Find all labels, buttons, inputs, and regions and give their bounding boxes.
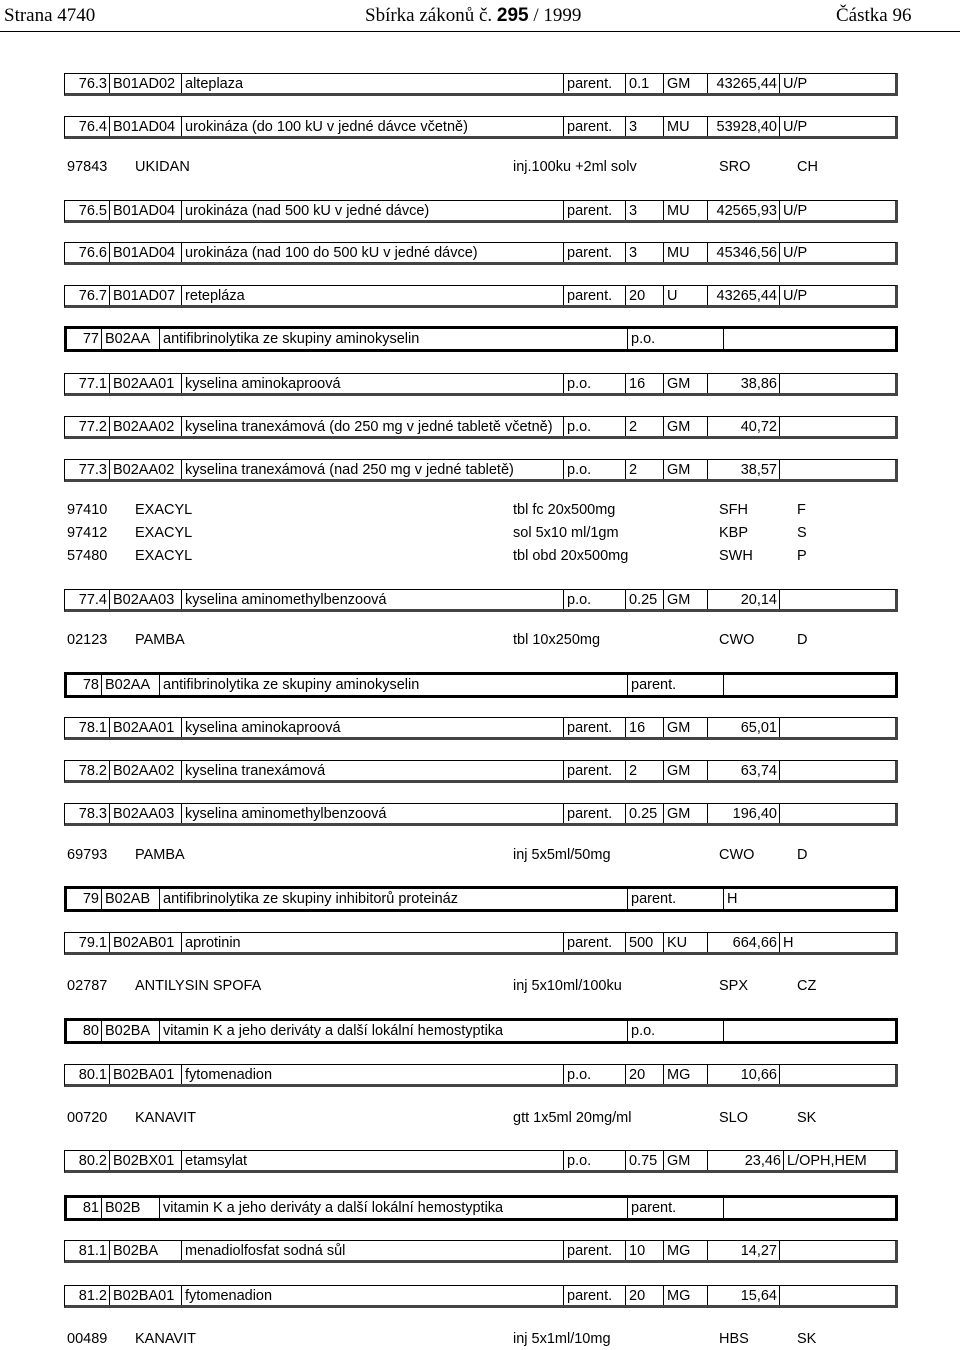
group-name: antifibrinolytika ze skupiny aminokyselin	[159, 329, 627, 349]
route: p.o.	[563, 417, 625, 436]
item-row	[64, 73, 898, 96]
note	[779, 374, 869, 393]
code: 76.6	[78, 245, 107, 261]
route: parent.	[563, 804, 625, 823]
product-row	[67, 523, 897, 543]
unit: GM	[663, 460, 707, 479]
holder: CWO	[719, 632, 755, 648]
price: 65,01	[707, 718, 779, 737]
unit: GM	[663, 374, 707, 393]
price: 53928,40	[707, 117, 779, 136]
note	[779, 804, 869, 823]
unit: MG	[663, 1286, 707, 1305]
price: 45346,56	[707, 243, 779, 262]
group-row	[64, 886, 898, 912]
atc: B02AA03	[109, 804, 181, 823]
group-note	[723, 1198, 898, 1218]
code: 76.3	[78, 76, 107, 92]
name: kyselina tranexámová (do 250 mg v jedné tabletě včetně)	[181, 417, 563, 436]
group-name: antifibrinolytika ze skupiny inhibitorů proteináz	[159, 889, 627, 909]
name: kyselina aminokaproová	[181, 718, 563, 737]
price: 42565,93	[707, 201, 779, 220]
holder: SWH	[719, 548, 753, 564]
code: 81.2	[78, 1288, 107, 1304]
item-row	[64, 717, 898, 740]
route: parent.	[563, 74, 625, 93]
price: 664,66	[707, 933, 779, 952]
item-row	[64, 1240, 898, 1263]
group-route: parent.	[627, 1198, 723, 1218]
page-number: Strana 4740	[4, 5, 96, 26]
holder: CWO	[719, 847, 755, 863]
price: 43265,44	[707, 74, 779, 93]
name: fytomenadion	[181, 1065, 563, 1084]
atc: B02BA	[109, 1241, 181, 1260]
collection-title	[365, 5, 581, 27]
item-row	[64, 416, 898, 439]
atc: B02AA02	[109, 761, 181, 780]
name: alteplaza	[181, 74, 563, 93]
unit: GM	[663, 804, 707, 823]
group-atc: B02BA	[101, 1021, 159, 1041]
group-note	[723, 1021, 898, 1041]
unit: MU	[663, 201, 707, 220]
amount: 0.25	[625, 804, 663, 823]
atc: B02AA02	[109, 460, 181, 479]
unit: GM	[663, 74, 707, 93]
name: kyselina tranexámová (nad 250 mg v jedné tabletě)	[181, 460, 563, 479]
code: 77.4	[78, 592, 107, 608]
group-route: p.o.	[627, 1021, 723, 1041]
note: U/P	[779, 117, 869, 136]
atc: B02BA01	[109, 1286, 181, 1305]
amount: 10	[625, 1241, 663, 1260]
unit: U	[663, 286, 707, 305]
atc: B02AA01	[109, 374, 181, 393]
country: S	[797, 525, 807, 541]
group-code: 81	[82, 1200, 99, 1216]
group-name: vitamin K a jeho deriváty a další lokální hemostyptika	[159, 1198, 627, 1218]
group-route: parent.	[627, 889, 723, 909]
page-header	[0, 0, 960, 30]
sukl-code: 57480	[67, 548, 108, 564]
name: kyselina aminomethylbenzoová	[181, 590, 563, 609]
route: parent.	[563, 718, 625, 737]
unit: GM	[663, 1151, 707, 1170]
amount: 0.1	[625, 74, 663, 93]
product-name: PAMBA	[135, 632, 185, 648]
product-name: PAMBA	[135, 847, 185, 863]
note	[779, 1065, 869, 1084]
group-code: 80	[82, 1023, 99, 1039]
sukl-code: 69793	[67, 847, 108, 863]
form: tbl fc 20x500mg	[513, 502, 616, 518]
amount: 3	[625, 201, 663, 220]
price: 38,57	[707, 460, 779, 479]
country: CH	[797, 159, 818, 175]
route: parent.	[563, 761, 625, 780]
product-name: EXACYL	[135, 525, 193, 541]
code: 78.3	[78, 806, 107, 822]
atc: B01AD04	[109, 117, 181, 136]
amount: 20	[625, 1286, 663, 1305]
code: 77.3	[78, 462, 107, 478]
amount: 20	[625, 1065, 663, 1084]
product-name: KANAVIT	[135, 1110, 196, 1126]
code: 78.1	[78, 720, 107, 736]
note: L/OPH,HEM	[783, 1151, 899, 1170]
group-atc: B02AB	[101, 889, 159, 909]
holder: SRO	[719, 159, 751, 175]
product-name: UKIDAN	[135, 159, 190, 175]
item-row	[64, 116, 898, 139]
name: etamsylat	[181, 1151, 563, 1170]
form: inj.100ku +2ml solv	[513, 159, 637, 175]
amount: 0.75	[625, 1151, 663, 1170]
collection-label: Sbírka zákonů č.	[365, 5, 493, 26]
item-row	[64, 932, 898, 955]
code: 80.1	[78, 1067, 107, 1083]
code: 76.7	[78, 288, 107, 304]
country: SK	[797, 1331, 817, 1347]
sukl-code: 97410	[67, 502, 108, 518]
form: sol 5x10 ml/1gm	[513, 525, 619, 541]
route: parent.	[563, 243, 625, 262]
price: 14,27	[707, 1241, 779, 1260]
product-row	[67, 976, 897, 996]
atc: B02AA01	[109, 718, 181, 737]
note: U/P	[779, 74, 869, 93]
group-note	[723, 329, 898, 349]
product-row	[67, 1329, 897, 1349]
group-note: H	[723, 889, 898, 909]
unit: MG	[663, 1241, 707, 1260]
group-route: parent.	[627, 675, 723, 695]
name: menadiolfosfat sodná sůl	[181, 1241, 563, 1260]
amount: 2	[625, 460, 663, 479]
name: kyselina aminokaproová	[181, 374, 563, 393]
note	[779, 718, 869, 737]
price: 38,86	[707, 374, 779, 393]
code: 80.2	[78, 1153, 107, 1169]
holder: HBS	[719, 1331, 749, 1347]
code: 76.5	[78, 203, 107, 219]
route: parent.	[563, 286, 625, 305]
item-row	[64, 373, 898, 396]
law-year: / 1999	[533, 5, 582, 26]
group-atc: B02AA	[101, 675, 159, 695]
group-row	[64, 1018, 898, 1044]
unit: GM	[663, 761, 707, 780]
product-name: EXACYL	[135, 548, 193, 564]
item-row	[64, 803, 898, 826]
code: 78.2	[78, 763, 107, 779]
sukl-code: 00489	[67, 1331, 108, 1347]
route: p.o.	[563, 1065, 625, 1084]
route: p.o.	[563, 1151, 625, 1170]
note	[779, 761, 869, 780]
product-row	[67, 500, 897, 520]
country: F	[797, 502, 806, 518]
price: 23,46	[707, 1151, 783, 1170]
code: 77.2	[78, 419, 107, 435]
note	[779, 1286, 869, 1305]
code: 79.1	[78, 935, 107, 951]
holder: SFH	[719, 502, 748, 518]
group-code: 79	[82, 891, 99, 907]
price: 40,72	[707, 417, 779, 436]
item-row	[64, 1150, 898, 1173]
sukl-code: 00720	[67, 1110, 108, 1126]
note: U/P	[779, 243, 869, 262]
name: reteplázа	[181, 286, 563, 305]
atc: B01AD04	[109, 201, 181, 220]
note	[779, 417, 869, 436]
route: p.o.	[563, 374, 625, 393]
price: 20,14	[707, 590, 779, 609]
item-row	[64, 200, 898, 223]
form: tbl 10x250mg	[513, 632, 601, 648]
code: 76.4	[78, 119, 107, 135]
country: SK	[797, 1110, 817, 1126]
atc: B01AD07	[109, 286, 181, 305]
note	[779, 1241, 869, 1260]
product-row	[67, 1108, 897, 1128]
group-note	[723, 675, 898, 695]
amount: 20	[625, 286, 663, 305]
code: 77.1	[78, 376, 107, 392]
country: D	[797, 632, 808, 648]
sukl-code: 97843	[67, 159, 108, 175]
unit: MU	[663, 243, 707, 262]
group-name: antifibrinolytika ze skupiny aminokyselin	[159, 675, 627, 695]
item-row	[64, 242, 898, 265]
unit: GM	[663, 718, 707, 737]
atc: B01AD02	[109, 74, 181, 93]
sukl-code: 02123	[67, 632, 108, 648]
unit: GM	[663, 417, 707, 436]
group-row	[64, 326, 898, 352]
atc: B02BA01	[109, 1065, 181, 1084]
route: parent.	[563, 933, 625, 952]
route: p.o.	[563, 590, 625, 609]
country: D	[797, 847, 808, 863]
country: CZ	[797, 978, 817, 994]
group-name: vitamin K a jeho deriváty a další lokální hemostyptika	[159, 1021, 627, 1041]
form: inj 5x1ml/10mg	[513, 1331, 611, 1347]
atc: B02BX01	[109, 1151, 181, 1170]
amount: 16	[625, 374, 663, 393]
name: urokináza (do 100 kU v jedné dávce včetně)	[181, 117, 563, 136]
note: U/P	[779, 201, 869, 220]
atc: B02AB01	[109, 933, 181, 952]
note	[779, 590, 869, 609]
route: p.o.	[563, 460, 625, 479]
part-number: Částka 96	[836, 5, 912, 26]
product-row	[67, 546, 897, 566]
amount: 16	[625, 718, 663, 737]
item-row	[64, 760, 898, 783]
atc: B02AA02	[109, 417, 181, 436]
unit: MG	[663, 1065, 707, 1084]
price: 196,40	[707, 804, 779, 823]
atc: B02AA03	[109, 590, 181, 609]
product-name: ANTILYSIN SPOFA	[135, 978, 262, 994]
item-row	[64, 285, 898, 308]
route: parent.	[563, 1286, 625, 1305]
unit: GM	[663, 590, 707, 609]
amount: 2	[625, 417, 663, 436]
name: urokináza (nad 100 do 500 kU v jedné dávce)	[181, 243, 563, 262]
route: parent.	[563, 1241, 625, 1260]
product-row	[67, 630, 897, 650]
group-code: 77	[82, 331, 99, 347]
atc: B01AD04	[109, 243, 181, 262]
note: U/P	[779, 286, 869, 305]
amount: 0.25	[625, 590, 663, 609]
sukl-code: 97412	[67, 525, 108, 541]
amount: 500	[625, 933, 663, 952]
unit: MU	[663, 117, 707, 136]
price: 10,66	[707, 1065, 779, 1084]
country: P	[797, 548, 807, 564]
header-rule	[0, 31, 960, 32]
amount: 3	[625, 243, 663, 262]
price: 63,74	[707, 761, 779, 780]
item-row	[64, 1064, 898, 1087]
item-row	[64, 1285, 898, 1308]
name: kyselina tranexámová	[181, 761, 563, 780]
name: urokináza (nad 500 kU v jedné dávce)	[181, 201, 563, 220]
item-row	[64, 589, 898, 612]
group-atc: B02B	[101, 1198, 159, 1218]
price: 15,64	[707, 1286, 779, 1305]
holder: KBP	[719, 525, 749, 541]
group-code: 78	[82, 677, 99, 693]
product-row	[67, 157, 897, 177]
group-route: p.o.	[627, 329, 723, 349]
group-row	[64, 672, 898, 698]
form: gtt 1x5ml 20mg/ml	[513, 1110, 632, 1126]
name: kyselina aminomethylbenzoová	[181, 804, 563, 823]
note	[779, 460, 869, 479]
product-name: KANAVIT	[135, 1331, 196, 1347]
holder: SPX	[719, 978, 749, 994]
form: tbl obd 20x500mg	[513, 548, 629, 564]
note: H	[779, 933, 869, 952]
holder: SLO	[719, 1110, 749, 1126]
amount: 2	[625, 761, 663, 780]
name: aprotinin	[181, 933, 563, 952]
sukl-code: 02787	[67, 978, 108, 994]
amount: 3	[625, 117, 663, 136]
item-row	[64, 459, 898, 482]
group-row	[64, 1195, 898, 1221]
price: 43265,44	[707, 286, 779, 305]
route: parent.	[563, 117, 625, 136]
form: inj 5x10ml/100ku	[513, 978, 622, 994]
code: 81.1	[78, 1243, 107, 1259]
form: inj 5x5ml/50mg	[513, 847, 611, 863]
name: fytomenadion	[181, 1286, 563, 1305]
route: parent.	[563, 201, 625, 220]
unit: KU	[663, 933, 707, 952]
group-atc: B02AA	[101, 329, 159, 349]
product-name: EXACYL	[135, 502, 193, 518]
product-row	[67, 845, 897, 865]
law-number: 295	[496, 5, 529, 26]
